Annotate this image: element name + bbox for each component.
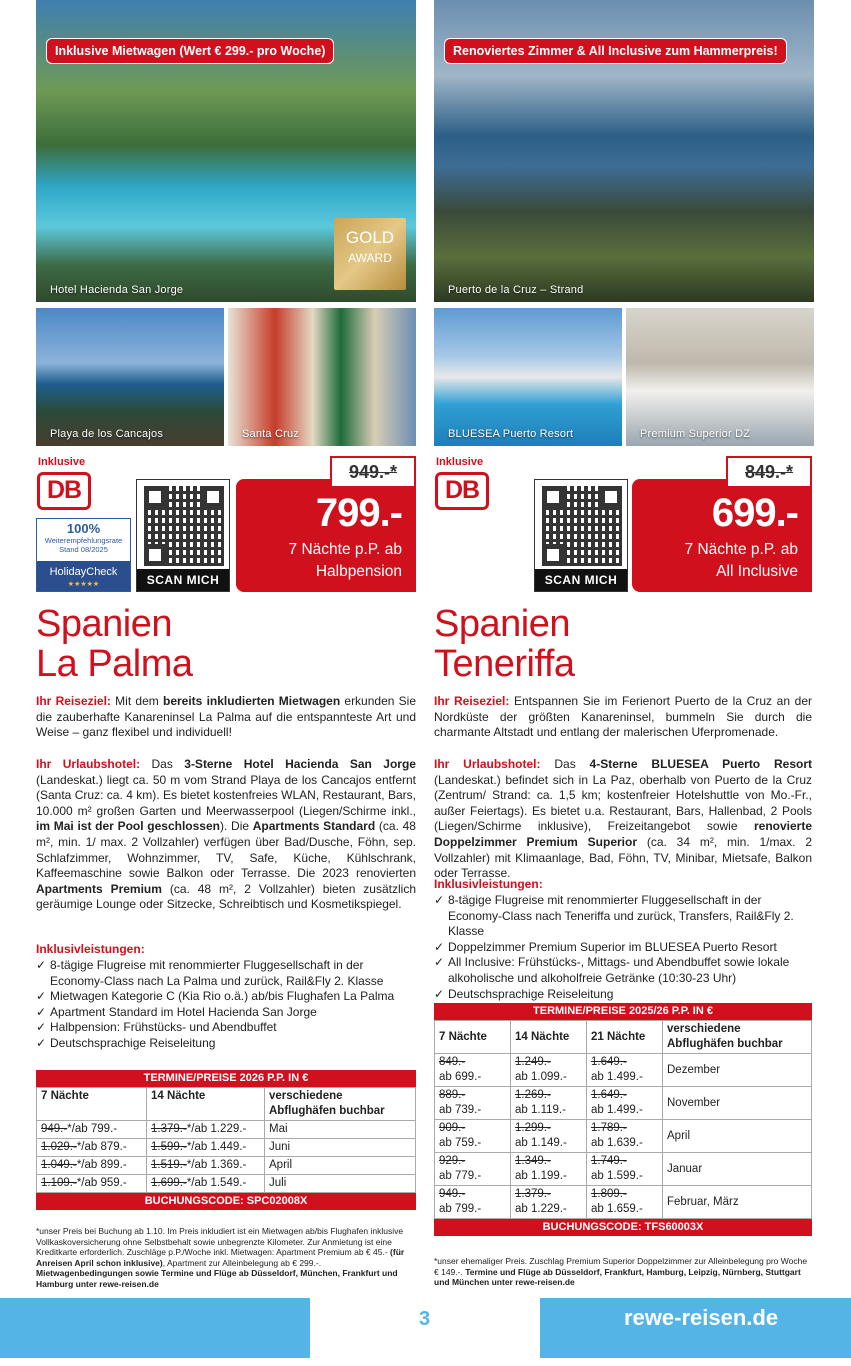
booking-code: BUCHUNGSCODE: SPC02008X bbox=[36, 1193, 416, 1210]
table-row: 949.-*/ab 799.- 1.379.-*/ab 1.229.- Mai bbox=[37, 1121, 416, 1139]
urlaubshotel-text: Ihr Urlaubshotel: Das 3-Sterne Hotel Hacienda San Jorge (Landeskat.) liegt ca. 50 m vom Strand Playa de los Cancajos entfernt (Santa Cruz: ca. 4 km). Es bietet kostenfreies WLAN, Restaurant, Bars, 10.000 m² großen Garten und Meerwasserpool (Liegen/Schirme inkl., im Mai ist der Pool geschlossen). Die Apartments Standard (ca. 48 m², min. 1/ max. 2 Vollzahler) verfügen über Bad/Dusche, Föhn, sep. Schlafzimmer, Wohnzimmer, TV, Safe, Küche, Kühlschrank, Kaffeemaschine sowie Balkon oder Terrasse. Die 2023 renovierten Apartments Premium (ca. 48 m², 2 Vollzahler) bieten zusätzlich geräumige Lounge oder Sitzecke, Schreibtisch und Kosmetikspiegel. bbox=[36, 757, 416, 912]
holidaycheck-badge: 100% Weiterempfehlungsrate Stand 08/2025 HolidayCheck ★★★★★ bbox=[36, 518, 131, 592]
price-box: 849.-* 699.- 7 Nächte p.P. ab All Inclusive bbox=[632, 479, 812, 592]
table-row: 849.- ab 699.- 1.249.- ab 1.099.- 1.649.- ab 1.499.- Dezember bbox=[435, 1054, 812, 1087]
page-number: 3 bbox=[419, 1308, 431, 1330]
destination-title: Spanien La Palma bbox=[36, 603, 193, 685]
premium-dz-photo bbox=[626, 308, 814, 446]
reiseziel-text: Ihr Reiseziel: Entspannen Sie im Ferienort Puerto de la Cruz an der Nordküste der größten Kanareninsel, bummeln Sie durch die charmante Altstadt und entlang der malerischen Uferpromenade. bbox=[434, 694, 812, 740]
photo-caption: Santa Cruz bbox=[242, 428, 300, 440]
photo-caption: Playa de los Cancajos bbox=[50, 428, 164, 440]
hammerpreis-banner: Renoviertes Zimmer & All Inclusive zum Hammerpreis! bbox=[444, 38, 787, 64]
inklusiv-list bbox=[434, 893, 804, 1002]
inklusive-label: Inklusive bbox=[38, 456, 86, 468]
site-link[interactable]: rewe-reisen.de bbox=[540, 1298, 851, 1358]
photo-caption: Hotel Hacienda San Jorge bbox=[50, 284, 184, 296]
old-price: 849.-* bbox=[726, 456, 812, 488]
scan-label: SCAN MICH bbox=[137, 569, 229, 591]
bluesea-photo bbox=[434, 308, 622, 446]
list-item: ✓ Deutschsprachige Reiseleitung bbox=[36, 1036, 406, 1052]
playa-photo bbox=[36, 308, 224, 446]
list-item: ✓ Mietwagen Kategorie C (Kia Rio o.ä.) ab/bis Flughafen La Palma bbox=[36, 989, 406, 1005]
table-row: 909.- ab 759.- 1.299.- ab 1.149.- 1.789.- ab 1.639.- April bbox=[435, 1120, 812, 1153]
qr-code[interactable] bbox=[136, 479, 230, 592]
qr-code[interactable] bbox=[534, 479, 628, 592]
santa-cruz-photo bbox=[228, 308, 416, 446]
mietwagen-banner: Inklusive Mietwagen (Wert € 299.- pro Woche) bbox=[46, 38, 334, 64]
table-row: 949.- ab 799.- 1.379.- ab 1.229.- 1.809.- ab 1.659.- Februar, März bbox=[435, 1186, 812, 1219]
inklusiv-label: Inklusivleistungen: bbox=[36, 942, 145, 956]
new-price: 699.- bbox=[711, 491, 798, 535]
list-item: ✓ 8-tägige Flugreise mit renommierter Fluggesellschaft in der Economy-Class nach La Palma und zurück, Rail&Fly 2. Klasse bbox=[36, 958, 406, 989]
destination-title: Spanien Teneriffa bbox=[434, 603, 575, 685]
footnote: *unser ehemaliger Preis. Zuschlag Premium Superior Doppelzimmer zur Alleinbelegung pro Woche € 149.-. Termine und Flüge ab Düsseldorf, Frankfurt, Hamburg, Leipzig, Nürnberg, Stuttgart und München unter rewe-reisen.de bbox=[434, 1256, 808, 1287]
inklusiv-label: Inklusivleistungen: bbox=[434, 877, 543, 891]
urlaubshotel-text: Ihr Urlaubshotel: Das 4-Sterne BLUESEA Puerto Resort (Landeskat.) befindet sich in La Paz, oberhalb von Puerto de la Cruz (Zentrum/ Strand: ca. 1,5 km; kostenfreier Hotelshuttle von Mo.-Fr., außer Feiertags). Es bietet u.a. Restaurant, Bars, Hallenbad, 2 Pools (Liegen/Schirme inklusive), Freizeitangebot sowie renovierte Doppelzimmer Premium Superior (ca. 34 m², min. 1/max. 2 Vollzahler) mit Klimaanlage, Bad, Föhn, TV, Minibar, Mietsafe, Balkon oder Terrasse. bbox=[434, 757, 812, 881]
rating-stars: ★★★★★ bbox=[67, 581, 100, 588]
table-row: 889.- ab 739.- 1.269.- ab 1.119.- 1.649.- ab 1.499.- November bbox=[435, 1087, 812, 1120]
new-price: 799.- bbox=[315, 491, 402, 535]
holidaycheck-logo: HolidayCheck bbox=[37, 561, 130, 591]
inklusive-label: Inklusive bbox=[436, 456, 484, 468]
old-price: 949.-* bbox=[330, 456, 416, 488]
db-logo: DB bbox=[435, 472, 489, 510]
table-row: 1.049.-*/ab 899.- 1.519.-*/ab 1.369.- April bbox=[37, 1157, 416, 1175]
list-item: ✓ Apartment Standard im Hotel Hacienda San Jorge bbox=[36, 1005, 406, 1021]
photo-caption: Premium Superior DZ bbox=[640, 428, 751, 440]
list-item: ✓ Deutschsprachige Reiseleitung bbox=[434, 987, 804, 1003]
photo-caption: Puerto de la Cruz – Strand bbox=[448, 284, 584, 296]
price-table-la-palma: TERMINE/PREISE 2026 P.P. IN € 7 Nächte 14 Nächte verschiedene Abflughäfen buchbar 949.-*/ab 799.- 1.379.-*/ab 1.229.- Mai 1.029.-*/ab 879.- 1.599.-*/ab 1.449.- Juni 1.049.-*/ab 899.- 1.519.-*/ab 1.369.- April 1.109.-*/ab 959.- 1.699.-*/ab 1.549.- Juli BUCHUNGSCODE: SPC02008X bbox=[36, 1070, 416, 1210]
photo-caption: BLUESEA Puerto Resort bbox=[448, 428, 574, 440]
reiseziel-text: Ihr Reiseziel: Mit dem bereits inkludierten Mietwagen erkunden Sie die zauberhafte Kanareninsel La Palma auf die entspannteste Art und Weise – ganz flexibel und individuell! bbox=[36, 694, 417, 740]
footer-bar bbox=[0, 1298, 851, 1358]
list-item: ✓ Halbpension: Frühstücks- und Abendbuffet bbox=[36, 1020, 406, 1036]
booking-code: BUCHUNGSCODE: TFS60003X bbox=[434, 1219, 812, 1236]
gold-award-badge: GOLD AWARD bbox=[334, 218, 406, 290]
table-row: 1.109.-*/ab 959.- 1.699.-*/ab 1.549.- Juli bbox=[37, 1175, 416, 1193]
price-table-teneriffa: TERMINE/PREISE 2025/26 P.P. IN € 7 Nächte 14 Nächte 21 Nächte verschiedene Abflughäfen buchbar 849.- ab 699.- 1.249.- ab 1.099.- 1.649.- ab 1.499.- Dezember 889.- ab 739.- 1.269.- ab 1.119.- 1.649.- ab 1.499.- November 909.- ab 759.- 1.299.- ab 1.149.- 1.789.- ab 1.639.- April 929.- ab 779.- 1.349.- ab 1.199.- 1.749.- ab 1.599.- Januar 949.- ab 799.- 1.379.- ab 1.229.- 1.809.- ab 1.659.- Februar, März BUCHUNGSCODE: TFS60003X bbox=[434, 1003, 812, 1236]
footnote: *unser Preis bei Buchung ab 1.10. Im Preis inkludiert ist ein Mietwagen ab/bis Flughafen inklusive Vollkaskoversicherung ohne Selbstbehalt sowie unbegrenzte Kilometer. Zur Anmietung ist eine Kreditkarte erforderlich. Zuschläge p.P./Woche inkl. Mietwagen: Apartment Premium ab € 45.- (für Anreisen April schon inklusive), Apartment zur Alleinbelegung ab € 299.-. Mietwagenbedingungen sowie Termine und Flüge ab Düsseldorf, München, Frankfurt und Hamburg unter rewe-reisen.de bbox=[36, 1226, 405, 1289]
list-item: ✓ 8-tägige Flugreise mit renommierter Fluggesellschaft in der Economy-Class nach Teneriffa und zurück, Transfers, Rail&Fly 2. Klasse bbox=[434, 893, 804, 940]
inklusiv-list bbox=[36, 958, 406, 1052]
table-row: 1.029.-*/ab 879.- 1.599.-*/ab 1.449.- Juni bbox=[37, 1139, 416, 1157]
hotel-hacienda-photo bbox=[36, 0, 416, 302]
qr-pattern bbox=[542, 486, 622, 566]
puerto-strand-photo bbox=[434, 0, 814, 302]
db-logo: DB bbox=[37, 472, 91, 510]
table-row: 929.- ab 779.- 1.349.- ab 1.199.- 1.749.- ab 1.599.- Januar bbox=[435, 1153, 812, 1186]
qr-pattern bbox=[144, 486, 224, 566]
list-item: ✓ All Inclusive: Frühstücks-, Mittags- und Abendbuffet sowie lokale alkoholische und alkoholfreie Getränke (10:30-23 Uhr) bbox=[434, 955, 804, 986]
scan-label: SCAN MICH bbox=[535, 569, 627, 591]
price-box: 949.-* 799.- 7 Nächte p.P. ab Halbpension bbox=[236, 479, 416, 592]
list-item: ✓ Doppelzimmer Premium Superior im BLUESEA Puerto Resort bbox=[434, 940, 804, 956]
